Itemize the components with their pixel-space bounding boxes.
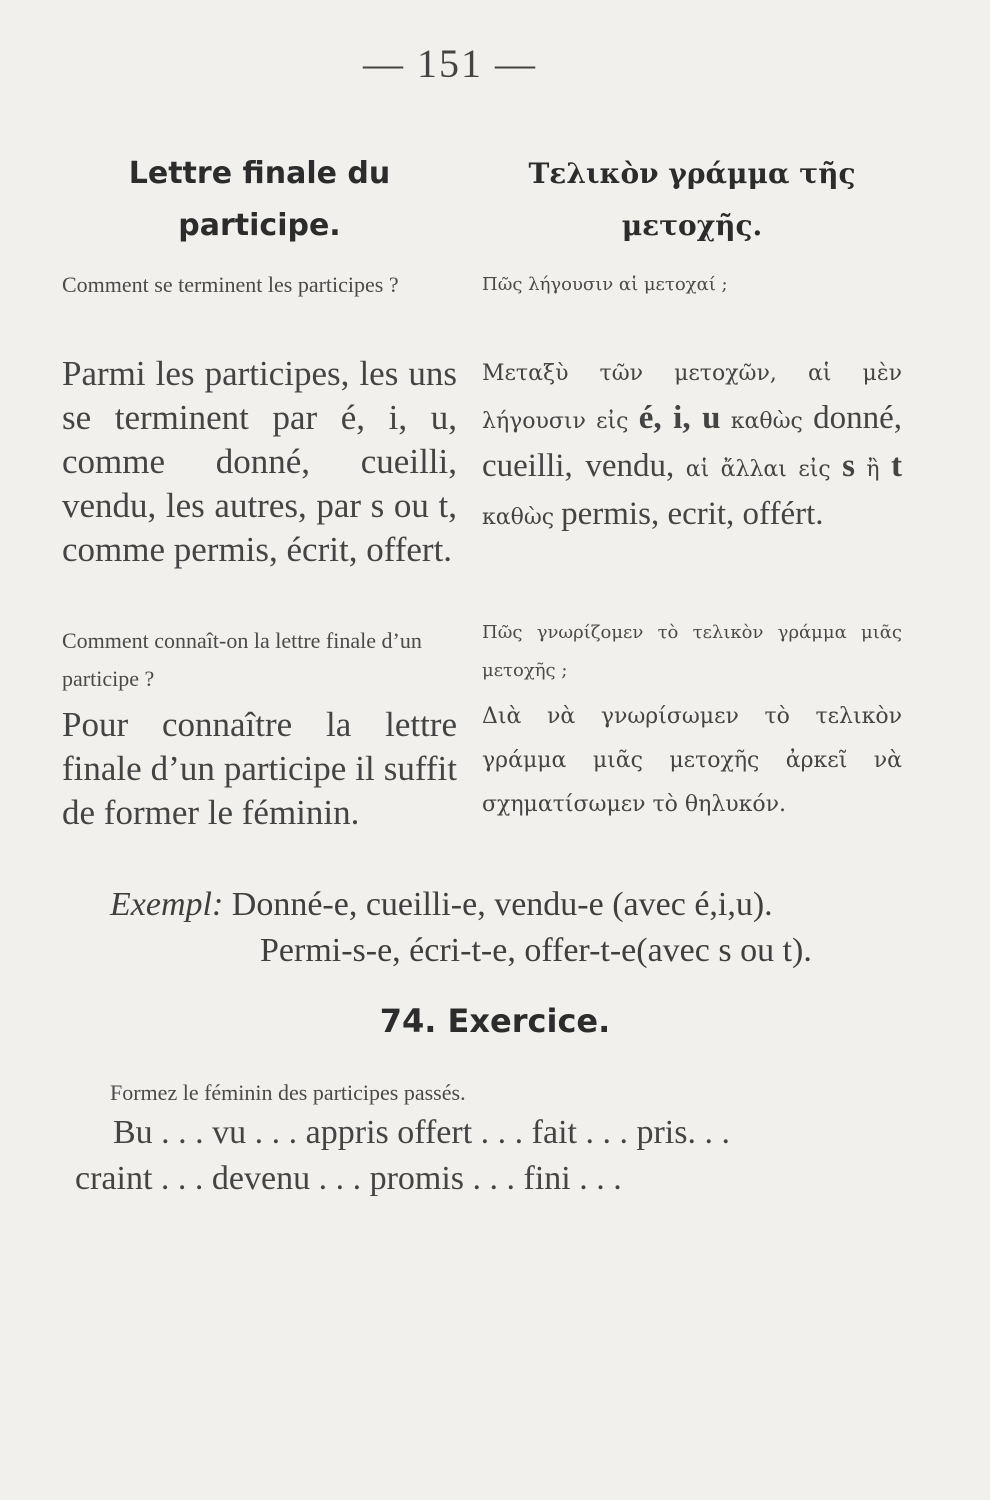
greek-answer-1-text: αἱ ἄλλαι εἰς (685, 457, 831, 482)
greek-answer-1-text: Μεταξὺ τῶν μετοχῶν, αἱ μὲν λήγουσιν εἰς (482, 361, 902, 434)
greek-answer-2: Διὰ νὰ γνωρίσωμεν τὸ τελικὸν γράμμα μιᾶς μετοχῆς ἀρκεῖ νὰ σχηματίσωμεν τὸ θηλυκόν. (482, 704, 902, 817)
french-examples: permis, ecrit, offért. (561, 496, 824, 532)
example-line-1 (110, 882, 910, 928)
exercise-instruction: Formez le féminin des participes passés. (110, 1080, 466, 1105)
greek-heading: Τελικὸν γράμμα τῆς μετοχῆς. (528, 157, 856, 242)
exercise-line-1: Bu . . . vu . . . appris offert . . . fait . . . pris. . . (113, 1114, 730, 1151)
french-examples: donné, cueilli, vendu, (482, 400, 903, 484)
page-number: — 151 — (363, 41, 537, 86)
french-question-2: Comment connaît-on la lettre finale d’un participe ? (62, 628, 422, 691)
example-block (110, 882, 910, 974)
exercise-line-2: craint . . . devenu . . . promis . . . fini . . . (75, 1160, 622, 1197)
french-ending-t: t (891, 448, 903, 484)
french-endings: é, i, u (638, 400, 721, 436)
greek-answer-1 (482, 352, 902, 540)
exercise-list (75, 1110, 905, 1202)
french-question-1: Comment se terminent les participes ? (62, 272, 399, 297)
french-heading: Lettre finale du participe. (128, 156, 391, 243)
greek-answer-1-text: ἢ (866, 457, 880, 482)
exercise-title: 74. Exercice. (379, 1002, 611, 1040)
french-ending-s: s (842, 448, 855, 484)
greek-answer-1-text: καθὼς (730, 409, 803, 434)
greek-question-2: Πῶς γνωρίζομεν τὸ τελικὸν γράμμα μιᾶς μετοχῆς ; (482, 622, 902, 681)
french-answer-2: Pour connaître la lettre finale d’un participe il suffit de former le féminin. (62, 705, 457, 832)
greek-answer-1-text: καθὼς (482, 505, 555, 530)
greek-question-1: Πῶς λήγουσιν αἱ μετοχαί ; (482, 274, 728, 295)
example-line-2: Permi-s-e, écri-t-e, offer-t-e(avec s ou t). (260, 932, 812, 969)
example-text-1: Donné-e, cueilli-e, vendu-e (avec é,i,u). (231, 886, 773, 923)
example-label: Exempl: (110, 886, 224, 923)
french-answer-1: Parmi les participes, les uns se terminent par é, i, u, comme donné, cueilli, vendu, les autres, par s ou t, comme permis, écrit, offert. (62, 354, 457, 569)
